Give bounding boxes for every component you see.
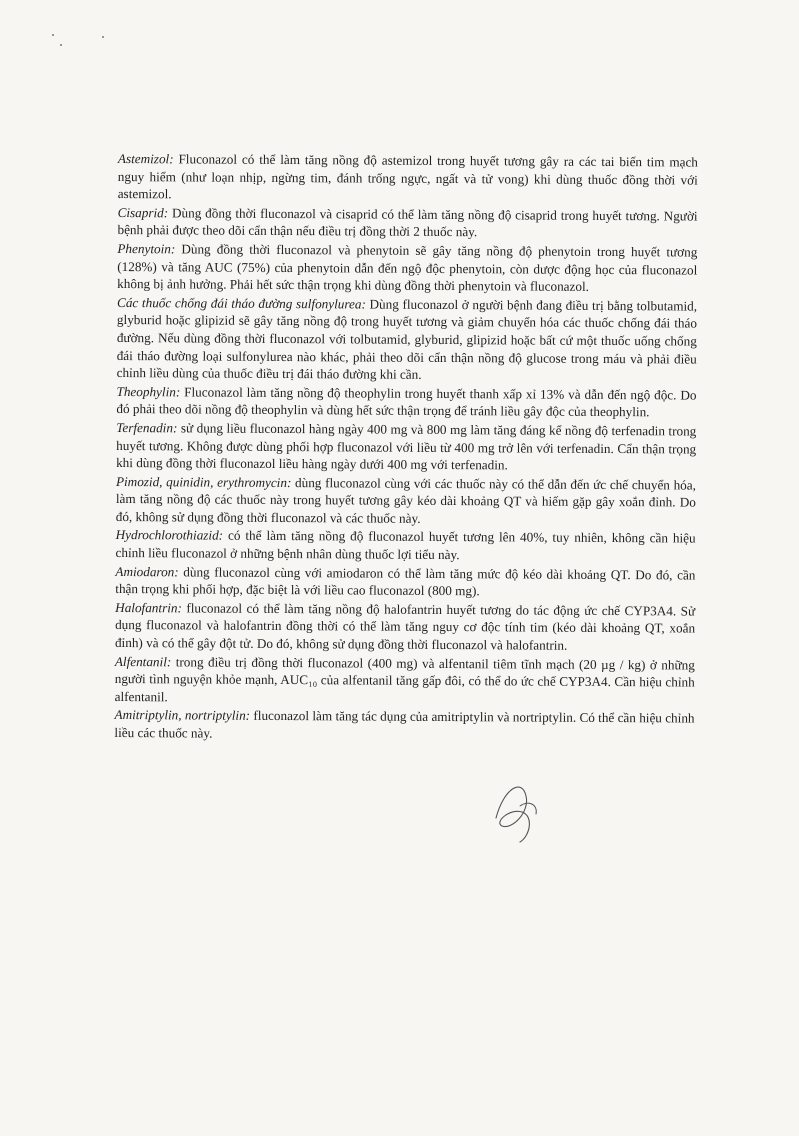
text-hydrochlorothiazid: có thể làm tăng nồng độ fluconazol huyết tương lên 40%, tuy nhiên, không cần hiệu chỉnh liều fluconazol ở những bệnh nhân dùng thuốc lợi tiểu này.: [115, 528, 696, 563]
drug-interactions-text: [114, 150, 698, 746]
text-amitriptylin: fluconazol làm tăng tác dụng của amitriptylin và nortriptylin. Có thể cần hiệu chỉnh liều các thuốc này.: [114, 708, 695, 741]
term-pimozid: Pimozid, quinidin, erythromycin:: [115, 473, 292, 490]
term-amiodaron: Amiodaron:: [115, 563, 179, 580]
term-cisaprid: Cisaprid:: [117, 204, 169, 221]
text-halofantrin: fluconazol có thể làm tăng nồng độ halofantrin huyết tương do tác động ức chế CYP3A4. Sử dụng fluconazol và halofantrin đồng thời có thể làm tăng nguy cơ độc tính tim (kéo dài khoảng QT, xoắn đỉnh) và có thể gây đột tử. Do đó, không sử dụng đồng thời fluconazol và halofantrin.: [114, 600, 696, 653]
paragraph-astemizol: [118, 150, 698, 206]
term-astemizol: Astemizol:: [117, 150, 174, 167]
paragraph-sulfonylurea: [117, 294, 698, 386]
handwritten-signature-mark: [476, 778, 556, 848]
text-terfenadin: sử dụng liều fluconazol hàng ngày 400 mg và 800 mg làm tăng đáng kể nồng độ terfenadin trong huyết tương. Không được dùng phối hợp fluconazol với liều từ 400 mg trở lên với terfenadin. Cẩn thận trọng khi dùng đồng thời fluconazol liều hàng ngày dưới 400 mg với terfenadin.: [116, 420, 697, 473]
text-amiodaron: dùng fluconazol cùng với amiodaron có thể làm tăng mức độ kéo dài khoảng QT. Do đó, cần thận trọng khi phối hợp, đặc biệt là với liều cao fluconazol (800 mg).: [115, 564, 696, 599]
term-terfenadin: Terfenadin:: [116, 419, 178, 436]
paragraph-amitriptylin: [114, 706, 694, 745]
term-phenytoin: Phenytoin:: [117, 240, 176, 257]
paragraph-phenytoin: [117, 240, 697, 296]
text-pimozid: dùng fluconazol cùng với các thuốc này có thể dẫn đến ức chế chuyển hóa, làm tăng nồng độ các thuốc này trong huyết tương gây kéo dài khoảng QT và hiếm gặp gây xoắn đỉnh. Do đó, không sử dụng đồng thời fluconazol và các thuốc này.: [115, 474, 697, 526]
term-theophylin: Theophylin:: [116, 383, 181, 400]
paragraph-cisaprid: [117, 204, 697, 243]
text-astemizol: Fluconazol có thể làm tăng nồng độ astemizol trong huyết tương gây ra các tai biến tim mạch nguy hiểm (như loạn nhịp, ngừng tim, đánh trống ngực, ngất và tử vong) khi dùng thuốc đồng thời với astemizol.: [117, 151, 698, 202]
term-alfentanil: Alfentanil:: [114, 653, 172, 669]
text-theophylin: Fluconazol làm tăng nồng độ theophylin trong huyết thanh xấp xỉ 13% và dẫn đến ngộ độc. Do đó phải theo dõi nồng độ theophylin và dùng hết sức thận trọng để tránh liều gây độc của theophylin.: [116, 384, 697, 420]
text-phenytoin: Dùng đồng thời fluconazol và phenytoin sẽ gây tăng nồng độ phenytoin trong huyết tương (128%) và tăng AUC (75%) của phenytoin dẫn đến ngộ độc phenytoin, còn dược động học của fluconazol không bị ảnh hưởng. Phải hết sức thận trọng khi dùng đồng thời phenytoin và fluconazol.: [117, 241, 698, 295]
text-sulfonylurea: Dùng fluconazol ở người bệnh đang điều trị bằng tolbutamid, glyburid hoặc glipizid sẽ gây tăng nồng độ trong huyết tương và giảm chuyển hóa các thuốc chống đái tháo đường. Nếu dùng đồng thời fluconazol với tolbutamid, glyburid, glipizid hoặc bất cứ một thuốc uống chống đái tháo đường loại sulfonylurea nào khác, phải theo dõi cẩn thận nồng độ glucose trong máu và phải điều chỉnh liều dùng của thuốc điều trị đái tháo đường khi cần.: [116, 296, 698, 382]
term-amitriptylin: Amitriptylin, nortriptylin:: [114, 707, 251, 724]
paragraph-pimozid: [116, 473, 696, 529]
paragraph-hydrochlorothiazid: [115, 526, 695, 565]
paragraph-terfenadin: [116, 419, 696, 475]
paragraph-halofantrin: [115, 599, 695, 655]
text-cisaprid: Dùng đồng thời fluconazol và cisaprid có thể làm tăng nồng độ cisaprid trong huyết tương. Người bệnh phải được theo dõi cẩn thận nếu điều trị đồng thời 2 thuốc này.: [117, 205, 698, 240]
paragraph-theophylin: [116, 383, 696, 422]
paragraph-amiodaron: [115, 563, 695, 602]
term-hydrochlorothiazid: Hydrochlorothiazid:: [115, 527, 224, 544]
term-halofantrin: Halofantrin:: [115, 599, 182, 616]
paragraph-alfentanil: [115, 653, 695, 709]
term-sulfonylurea: Các thuốc chống đái tháo đường sulfonylurea:: [117, 294, 366, 312]
text-alfentanil: trong điều trị đồng thời fluconazol (400 mg) và alfentanil tiêm tĩnh mạch (20 µg / kg) ở những người tình nguyện khỏe mạnh, AUC₁₀ của alfentanil tăng gấp đôi, có thể do ức chế CYP3A4. Cần hiệu chỉnh alfentanil.: [114, 653, 695, 705]
